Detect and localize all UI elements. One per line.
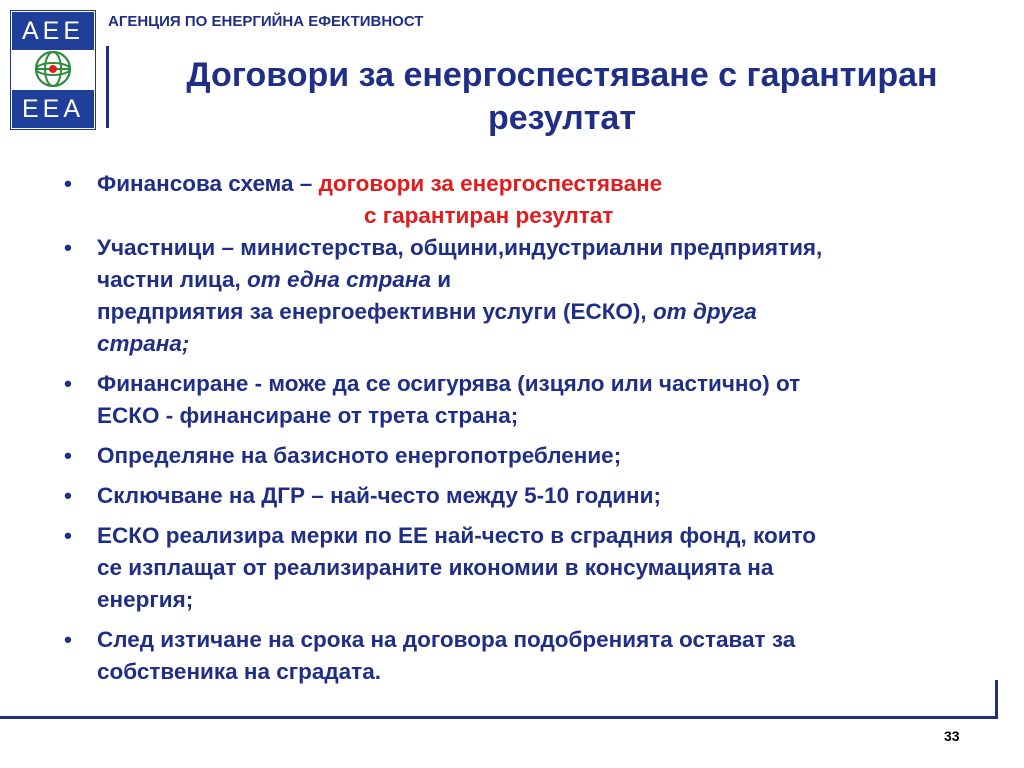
- logo-top-text: AEE: [12, 12, 94, 50]
- bullet-dot: •: [64, 235, 72, 260]
- globe-icon: [12, 51, 94, 87]
- title-line-1: Договори за енергоспестяване с гарантиран: [186, 56, 938, 94]
- bullet-text: След изтичане на срока на договора подобренията остават за: [97, 627, 796, 652]
- bullet-item: [62, 368, 1012, 432]
- bullet-text: Участници – министерства, общини,индустриални предприятия,: [97, 235, 823, 260]
- agency-name: АГЕНЦИЯ ПО ЕНЕРГИЙНА ЕФЕКТИВНОСТ: [108, 13, 424, 30]
- bullet-text: предприятия за енергоефективни услуги (ЕСКО),: [97, 299, 653, 324]
- highlight-text: с гарантиран резултат: [364, 203, 614, 228]
- bullet-text: Финансиране - може да се осигурява (изцяло или частично) от: [97, 371, 801, 396]
- logo-bottom-text: EEA: [12, 90, 94, 128]
- footer-rule-tick: [995, 680, 998, 719]
- bullet-item: [62, 232, 1012, 360]
- title-divider: [106, 46, 109, 128]
- bullet-text: собственика на сградата.: [97, 659, 381, 684]
- bullet-text: Определяне на базисното енергопотребление;: [97, 443, 622, 468]
- bullet-item: [62, 520, 1012, 616]
- title-line-2: резултат: [487, 99, 636, 137]
- bullet-text: Финансова схема –: [97, 171, 319, 196]
- aee-logo: [10, 10, 96, 130]
- bullet-item: [62, 168, 1012, 232]
- footer-rule: [0, 716, 998, 719]
- italic-text: от една страна: [247, 267, 431, 292]
- page-number: 33: [944, 728, 960, 744]
- bullet-dot: •: [64, 483, 72, 508]
- bullet-list: [62, 168, 1012, 688]
- bullet-dot: •: [64, 443, 72, 468]
- bullet-dot: •: [64, 371, 72, 396]
- bullet-item: [62, 624, 1012, 688]
- bullet-text: Сключване на ДГР – най-често между 5-10 години;: [97, 483, 661, 508]
- bullet-item: [62, 480, 1012, 512]
- bullet-dot: •: [64, 627, 72, 652]
- bullet-text: и: [430, 267, 452, 292]
- slide-title: [112, 54, 1012, 140]
- bullet-dot: •: [64, 171, 72, 196]
- bullet-dot: •: [64, 523, 72, 548]
- bullet-text: ЕСКО - финансиране от трета страна;: [97, 403, 519, 428]
- bullet-text: се изплащат от реализираните икономии в консумацията на: [97, 555, 774, 580]
- bullet-text: енергия;: [97, 587, 194, 612]
- bullet-item: [62, 440, 1012, 472]
- bullet-text: частни лица,: [97, 267, 248, 292]
- italic-text: страна;: [97, 331, 190, 356]
- italic-text: от друга: [652, 299, 757, 324]
- bullet-text: ЕСКО реализира мерки по ЕЕ най-често в сградния фонд, които: [97, 523, 817, 548]
- highlight-text: договори за енергоспестяване: [318, 171, 663, 196]
